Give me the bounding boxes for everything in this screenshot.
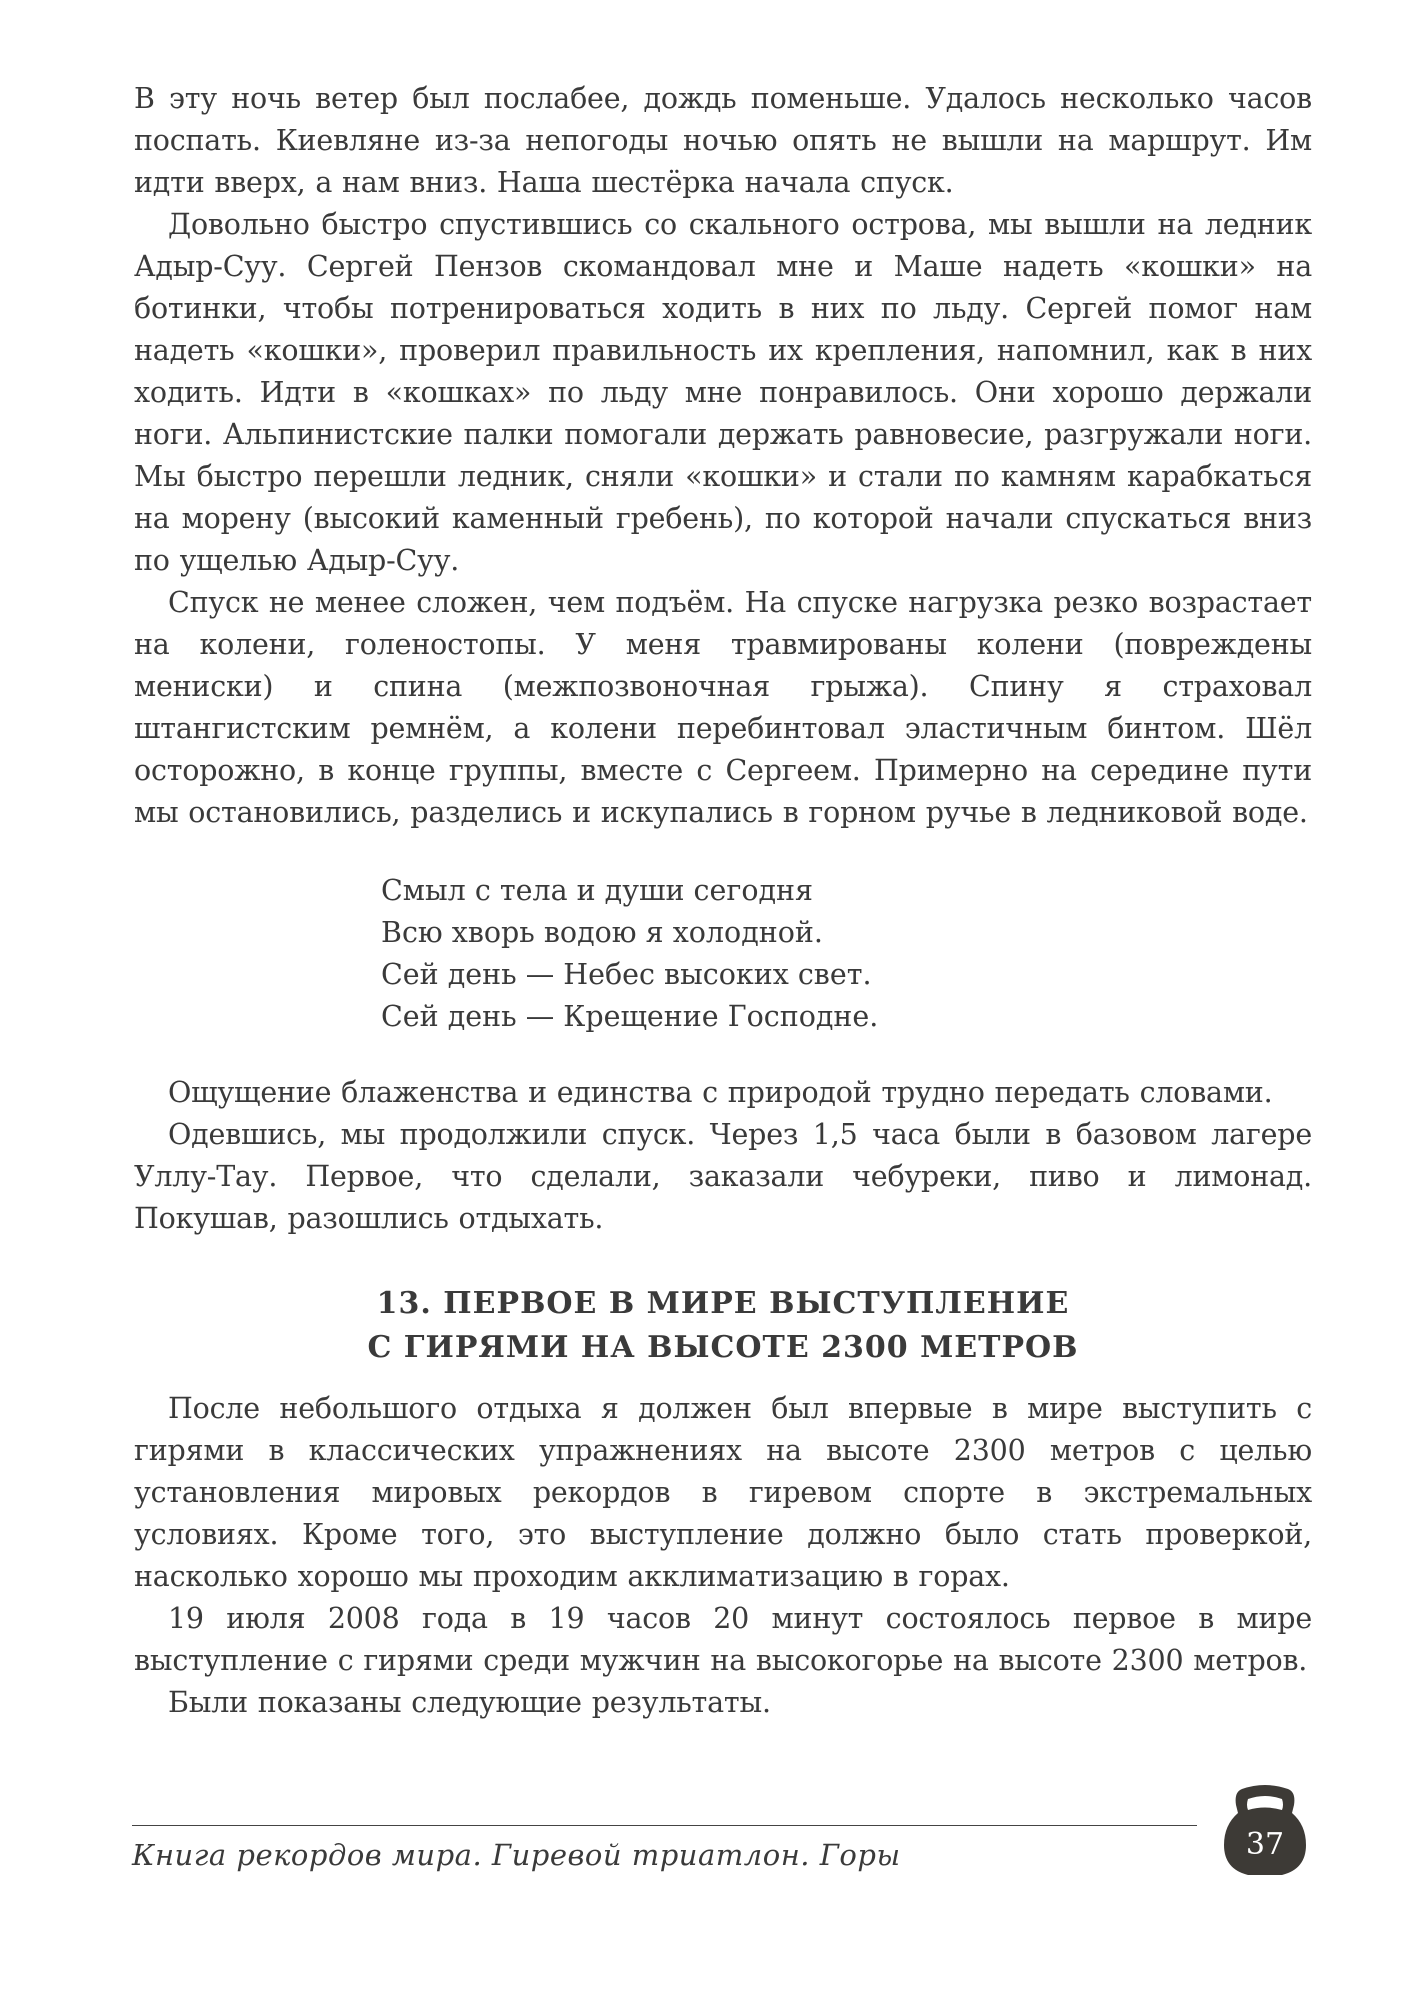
page-number: 37	[1245, 1827, 1285, 1862]
section-heading-line-2: С ГИРЯМИ НА ВЫСОТЕ 2300 МЕТРОВ	[367, 1330, 1079, 1365]
poem-line: Всю хворь водою я холодной.	[381, 916, 823, 949]
paragraph: После небольшого отдыха я должен был впервые в мире выступить с гирями в классических упражнениях на высоте 2300 метров с целью установления мировых рекордов в гиревом спорте в экстремальных условиях. Кроме того, это выступление должно было стать проверкой, насколько хорошо мы проходим акклиматизацию в горах.	[134, 1392, 1312, 1593]
paragraph: Ощущение блаженства и единства с природой трудно передать словами.	[168, 1076, 1273, 1109]
paragraph: Довольно быстро спустившись со скального острова, мы вышли на ледник Адыр-Суу. Сергей Пензов скомандовал мне и Маше надеть «кошки» на ботинки, чтобы потренироваться ходить в них по льду. Сергей помог нам надеть «кошки», проверил правильность их крепления, напомнил, как в них ходить. Идти в «кошках» по льду мне понравилось. Они хорошо держали ноги. Альпинистские палки помогали держать равновесие, разгружали ноги. Мы быстро перешли ледник, сняли «кошки» и стали по камням карабкаться на морену (высокий каменный гребень), по которой начали спускаться вниз по ущелью Адыр-Суу.	[134, 208, 1312, 577]
paragraph: 19 июля 2008 года в 19 часов 20 минут состоялось первое в мире выступление с гирями среди мужчин на высокогорье на высоте 2300 метров.	[134, 1602, 1312, 1677]
footer-divider	[132, 1825, 1197, 1826]
paragraph: В эту ночь ветер был послабее, дождь поменьше. Удалось несколько часов поспать. Киевляне из-за непогоды ночью опять не вышли на маршрут. Им идти вверх, а нам вниз. Наша шестёрка начала спуск.	[134, 82, 1312, 199]
paragraph: Были показаны следующие результаты.	[168, 1686, 771, 1719]
page-body	[134, 78, 1312, 1724]
poem	[381, 870, 1312, 1038]
footer-book-title: Книга рекордов мира. Гиревой триатлон. Горы	[132, 1838, 901, 1872]
poem-line: Сей день — Небес высоких свет.	[381, 958, 872, 991]
section-heading-line-1: 13. ПЕРВОЕ В МИРЕ ВЫСТУПЛЕНИЕ	[376, 1286, 1070, 1321]
poem-line: Сей день — Крещение Господне.	[381, 1000, 879, 1033]
poem-line: Смыл с тела и души сегодня	[381, 874, 813, 907]
paragraph: Спуск не менее сложен, чем подъём. На спуске нагрузка резко возрастает на колени, голеностопы. У меня травмированы колени (повреждены мениски) и спина (межпозвоночная грыжа). Спину я страховал штангистским ремнём, а колени перебинтовал эластичным бинтом. Шёл осторожно, в конце группы, вместе с Сергеем. Примерно на середине пути мы остановились, разделись и искупались в горном ручье в ледниковой воде.	[134, 586, 1312, 829]
paragraph: Одевшись, мы продолжили спуск. Через 1,5 часа были в базовом лагере Уллу-Тау. Первое, что сделали, заказали чебуреки, пиво и лимонад. Покушав, разошлись отдыхать.	[134, 1118, 1312, 1235]
section-heading	[134, 1282, 1312, 1370]
